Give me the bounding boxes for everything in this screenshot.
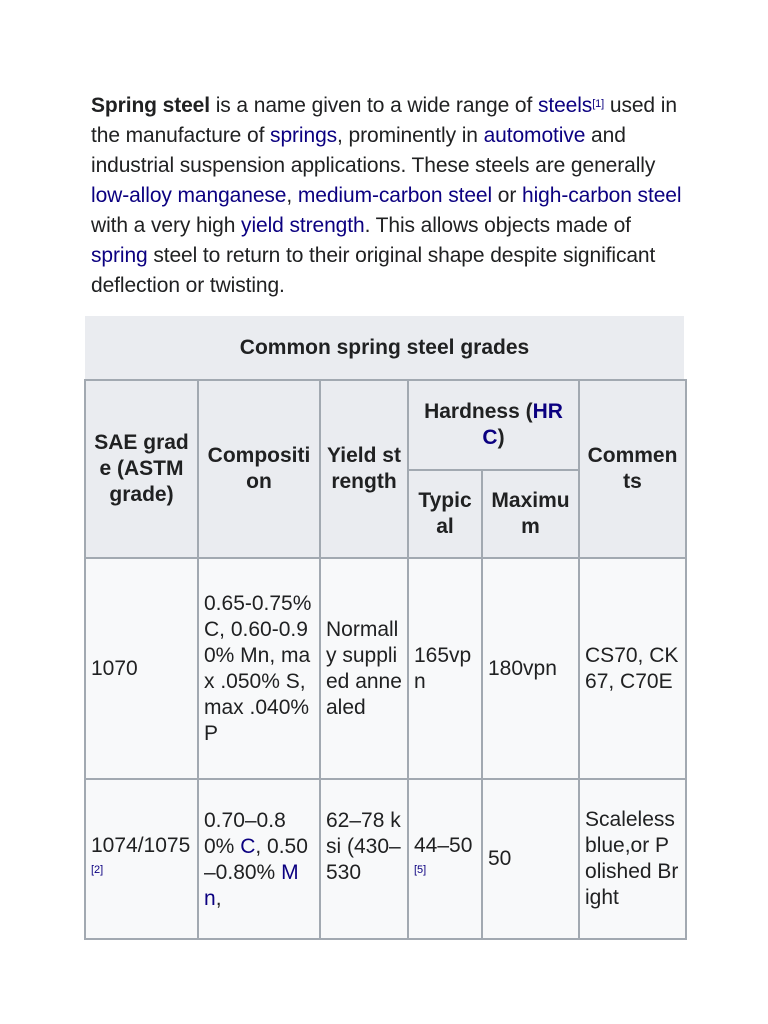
cell-composition: 0.65-0.75% C, 0.60-0.90% Mn, max .050% S, max .040% P (198, 558, 320, 779)
cell-comments: Scaleless blue,or Polished Bright (579, 779, 686, 939)
typical-text: 44–50 (414, 834, 473, 857)
spring-steel-grades-table (84, 379, 687, 940)
cell-hardness-maximum: 50 (482, 779, 579, 939)
reference-1[interactable]: [1] (592, 98, 605, 110)
link-carbon[interactable]: C (240, 835, 256, 858)
cell-yield-strength (320, 779, 408, 939)
intro-text: , (286, 184, 298, 207)
yield-clip: 62–78 ksi (430–530 (326, 809, 401, 884)
cell-hardness-maximum: 180vpn (482, 558, 579, 779)
cell-yield-strength: Normally supplied annealed (320, 558, 408, 779)
link-springs[interactable]: springs (270, 124, 338, 147)
header-hardness (408, 380, 579, 470)
sae-grade-text: 1074/1075 (91, 834, 191, 857)
intro-text: with a very high (91, 214, 242, 237)
cell-sae-grade (85, 779, 198, 939)
table-row (85, 779, 686, 939)
header-yield-strength: Yield strength (320, 380, 408, 558)
intro-text: , prominently in (337, 124, 484, 147)
cell-comments: CS70, CK67, C70E (579, 558, 686, 779)
reference-5[interactable]: [5] (414, 864, 427, 876)
link-low-alloy-manganese[interactable]: low-alloy manganese (91, 184, 287, 207)
link-high-carbon-steel[interactable]: high-carbon steel (522, 184, 682, 207)
intro-text: and industrial suspension applications. These steels are generally (91, 124, 656, 177)
link-steels[interactable]: steels (537, 94, 593, 117)
table-row (85, 558, 686, 779)
header-typical: Typical (408, 470, 482, 558)
bold-term: Spring steel (91, 94, 210, 117)
cell-hardness-typical: 165vpn (408, 558, 482, 779)
intro-text: steel to return to their original shape despite significant deflection or twisting. (91, 244, 656, 297)
table-caption: Common spring steel grades (85, 316, 684, 379)
link-spring[interactable]: spring (91, 244, 148, 267)
cell-sae-grade: 1070 (85, 558, 198, 779)
link-yield-strength[interactable]: yield strength (241, 214, 365, 237)
link-manganese[interactable]: Mn (204, 861, 299, 910)
intro-paragraph (91, 91, 691, 301)
link-hrc[interactable]: HRC (482, 400, 563, 449)
hardness-suffix: ) (497, 426, 505, 449)
intro-text: is a name given to a wide range of (210, 94, 538, 117)
header-maximum: Maximum (482, 470, 579, 558)
header-row (85, 380, 686, 470)
link-medium-carbon-steel[interactable]: medium-carbon steel (297, 184, 493, 207)
hardness-prefix: Hardness ( (424, 400, 533, 423)
composition-clip (204, 780, 314, 938)
cell-composition (198, 779, 320, 939)
header-composition: Composition (198, 380, 320, 558)
intro-text: . This allows objects made of (364, 214, 631, 237)
header-sae-grade: SAE grade (ASTM grade) (85, 380, 198, 558)
cell-hardness-typical (408, 779, 482, 939)
composition-text: , 0.50–0.80% (204, 835, 308, 884)
reference-2[interactable]: [2] (91, 864, 104, 876)
intro-text: or (492, 184, 523, 207)
composition-text: 0.70–0.80% (204, 809, 286, 858)
link-automotive[interactable]: automotive (483, 124, 586, 147)
composition-text: , (215, 887, 222, 910)
header-comments: Comments (579, 380, 686, 558)
intro-text: used in the manufacture of (91, 94, 677, 147)
